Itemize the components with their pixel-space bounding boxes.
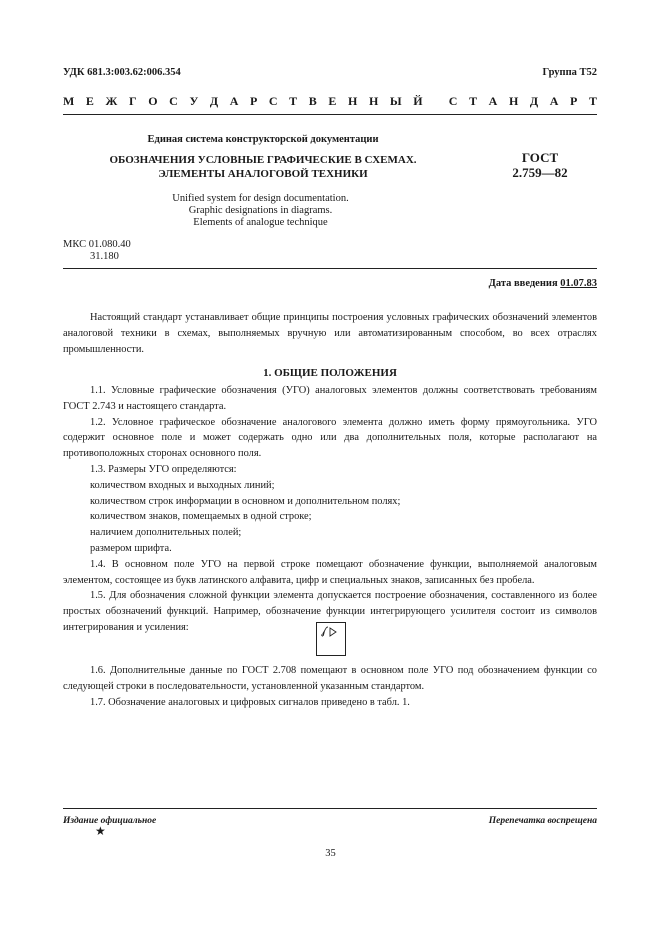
group-code: Группа Т52: [542, 67, 597, 78]
heading-letter: Д: [529, 94, 539, 108]
clause-1-3: 1.3. Размеры УГО определяются:: [90, 463, 237, 475]
heading-letter: С: [268, 94, 278, 108]
heading-letter: Ы: [389, 94, 402, 108]
heading-letter: Р: [570, 94, 578, 108]
heading-letter: О: [148, 94, 158, 108]
list-item: наличием дополнительных полей;: [90, 527, 242, 539]
date-label: Дата введения: [488, 278, 558, 289]
heading-letter: Д: [209, 94, 219, 108]
udk-code: УДК 681.3:003.62:006.354: [63, 67, 181, 78]
heading-letter: Т: [469, 94, 478, 108]
list-item: размером шрифта.: [90, 542, 172, 554]
official-edition-label: Издание официальное: [63, 816, 157, 826]
heading-letter: А: [549, 94, 559, 108]
title-line-2: ЭЛЕМЕНТЫ АНАЛОГОВОЙ ТЕХНИКИ: [158, 168, 368, 180]
heading-letter: Ж: [105, 94, 118, 108]
clause-1-5: 1.5. Для обозначения сложной функции элемента допускается построение обозначения, составленного из более простых обозначений функций. Например, обозначение функции интегрирующего усилителя состоит из символов интегрирования и усиления:: [63, 590, 597, 633]
heading-letter: Н: [348, 94, 358, 108]
heading-letter: М: [63, 94, 75, 108]
heading-letter: А: [488, 94, 498, 108]
list-item: количеством строк информации в основном и дополнительном полях;: [90, 495, 401, 507]
heading-letter: Е: [328, 94, 337, 108]
top-divider: [63, 114, 597, 115]
english-title-line-1: Unified system for design documentation.: [172, 193, 349, 204]
intro-text: Настоящий стандарт устанавливает общие принципы построения условных графических обозначений элементов аналоговой техники в схемах, выполняемых вручную или автоматизированным способом, во всех отраслях промышленности.: [63, 312, 597, 355]
standard-type-heading: [63, 94, 597, 109]
section-heading: 1. ОБЩИЕ ПОЛОЖЕНИЯ: [263, 367, 397, 379]
section-1-body-continued: [63, 663, 597, 710]
integrating-amplifier-symbol: [316, 622, 346, 656]
footer-divider: [63, 808, 597, 809]
document-title: [63, 153, 463, 181]
list-item: количеством входных и выходных линий;: [90, 479, 275, 491]
clause-1-6: 1.6. Дополнительные данные по ГОСТ 2.708 помещают в основном поле УГО под обозначением функции со следующей строки в последовательности, установленной указанным стандартом.: [63, 665, 597, 692]
heading-letter: В: [308, 94, 317, 108]
integral-amplifier-icon: [317, 623, 347, 657]
date-divider: [63, 268, 597, 269]
star-icon: ★: [95, 824, 106, 838]
heading-letter: Т: [289, 94, 298, 108]
system-name: Единая система конструкторской документации: [147, 134, 379, 145]
clause-1-1: 1.1. Условные графические обозначения (УГО) аналоговых элементов должны соответствовать требованиям ГОСТ 2.743 и настоящего стандарта.: [63, 385, 597, 412]
date-value: 01.07.83: [560, 278, 597, 289]
gost-label: ГОСТ: [521, 150, 559, 165]
heading-letter: Н: [508, 94, 519, 108]
heading-letter: С: [169, 94, 178, 108]
clause-1-7: 1.7. Обозначение аналоговых и цифровых сигналов приведено в табл. 1.: [90, 696, 410, 708]
mks-line-1: МКС 01.080.40: [63, 239, 131, 250]
reprint-notice: Перепечатка воспрещена: [488, 816, 597, 826]
clause-1-4: 1.4. В основном поле УГО на первой строке помещают обозначение функции, выполняемой аналоговым элементом, состоящее из букв латинского алфавита, цифр и специальных знаков, записанных без пробела.: [63, 558, 597, 586]
effective-date: [489, 278, 597, 289]
mks-codes: [63, 239, 131, 263]
english-title-line-2: Graphic designations in diagrams.: [188, 205, 333, 216]
english-title-line-3: Elements of analogue technique: [193, 217, 328, 228]
title-line-1: ОБОЗНАЧЕНИЯ УСЛОВНЫЕ ГРАФИЧЕСКИЕ В СХЕМАХ.: [109, 154, 417, 166]
clause-1-2: 1.2. Условное графическое обозначение аналогового элемента должно иметь форму прямоугольника. УГО содержит основное поле и может содержать одно или два дополнительных поля, которые располагают на противоположных сторонах основного поля.: [63, 416, 597, 460]
gost-designation: [480, 150, 600, 180]
section-1-body: [63, 383, 597, 636]
heading-letter: С: [448, 94, 458, 108]
heading-letter: Р: [249, 94, 258, 108]
heading-letter: Т: [588, 94, 597, 108]
heading-letter: Г: [129, 94, 137, 108]
mks-line-2: 31.180: [90, 251, 119, 262]
english-title: [63, 193, 458, 229]
heading-letter: Е: [85, 94, 94, 108]
heading-letter: Й: [413, 94, 423, 108]
heading-gap: [434, 94, 437, 109]
page-number: 35: [325, 848, 336, 859]
heading-letter: А: [229, 94, 239, 108]
intro-paragraph: [63, 310, 597, 357]
heading-letter: Н: [368, 94, 379, 108]
heading-letter: У: [189, 94, 199, 108]
gost-number: 2.759—82: [512, 165, 568, 180]
list-item: количеством знаков, помещаемых в одной строке;: [90, 511, 312, 523]
